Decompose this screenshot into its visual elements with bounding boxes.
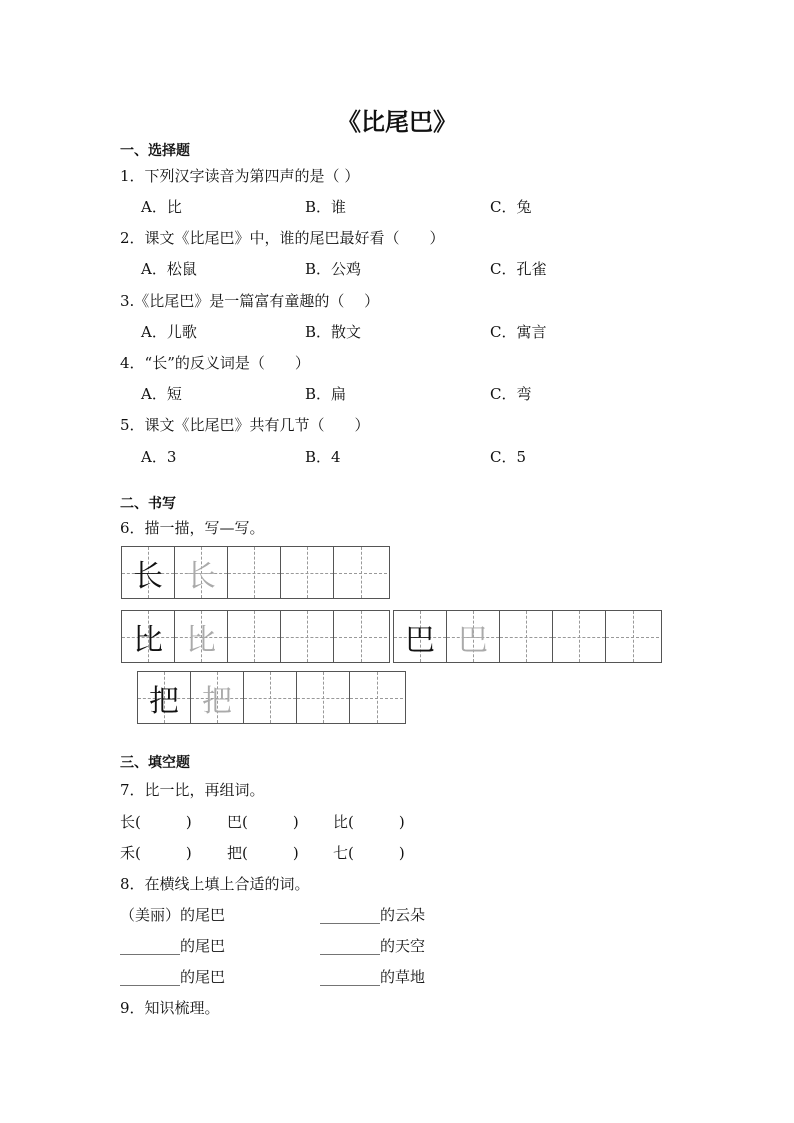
question-1-option-a[interactable]: A．比 xyxy=(141,198,182,216)
section-heading-choice: 一、选择题 xyxy=(120,143,190,159)
model-character-bi: 比 xyxy=(133,622,163,658)
section-heading-fill: 三、填空题 xyxy=(120,755,190,771)
grid-cell[interactable] xyxy=(447,611,500,662)
compare-word-blank[interactable]: 比( ) xyxy=(333,813,405,831)
question-4-option-c[interactable]: C．弯 xyxy=(490,385,532,403)
fill-phrase-right[interactable]: ________的云朵 xyxy=(320,906,426,924)
question-3-stem: 3.《比尾巴》是一篇富有童趣的（ ） xyxy=(120,292,380,310)
grid-cell[interactable] xyxy=(138,672,191,723)
writing-grid-ba[interactable] xyxy=(393,610,662,663)
grid-cell[interactable] xyxy=(244,672,297,723)
grid-cell[interactable] xyxy=(334,547,387,598)
trace-character-ba2: 把 xyxy=(202,683,232,719)
fill-phrase-right[interactable]: ________的天空 xyxy=(320,937,426,955)
question-2-option-b[interactable]: B．公鸡 xyxy=(305,260,362,278)
compare-word-blank[interactable]: 七( ) xyxy=(333,844,405,862)
question-5-option-c[interactable]: C．5 xyxy=(490,448,527,466)
trace-character-zhang: 长 xyxy=(186,558,216,594)
question-4-option-a[interactable]: A．短 xyxy=(141,385,182,403)
grid-cell[interactable] xyxy=(228,547,281,598)
grid-cell[interactable] xyxy=(191,672,244,723)
grid-cell[interactable] xyxy=(297,672,350,723)
grid-cell[interactable] xyxy=(500,611,553,662)
question-2-option-a[interactable]: A．松鼠 xyxy=(141,260,197,278)
grid-cell[interactable] xyxy=(606,611,659,662)
grid-cell[interactable] xyxy=(281,547,334,598)
page-title: 《比尾巴》 xyxy=(337,108,457,136)
writing-grid-bi[interactable] xyxy=(121,610,390,663)
question-5-option-b[interactable]: B．4 xyxy=(305,448,341,466)
compare-word-blank[interactable]: 长( ) xyxy=(120,813,192,831)
writing-grid-ba2[interactable] xyxy=(137,671,406,724)
fill-phrase-left[interactable]: ________的尾巴 xyxy=(120,968,226,986)
question-1-option-c[interactable]: C．兔 xyxy=(490,198,532,216)
question-9-stem: 9．知识梳理。 xyxy=(120,999,220,1017)
grid-cell[interactable] xyxy=(175,611,228,662)
question-7-stem: 7．比一比，再组词。 xyxy=(120,781,265,799)
model-character-ba: 巴 xyxy=(405,622,435,658)
grid-cell[interactable] xyxy=(175,547,228,598)
fill-phrase-left[interactable]: ________的尾巴 xyxy=(120,937,226,955)
question-1-option-b[interactable]: B．谁 xyxy=(305,198,347,216)
grid-cell[interactable] xyxy=(334,611,387,662)
grid-cell[interactable] xyxy=(122,611,175,662)
model-character-zhang: 长 xyxy=(133,558,163,594)
grid-cell[interactable] xyxy=(350,672,403,723)
grid-cell[interactable] xyxy=(281,611,334,662)
question-6-stem: 6．描一描，写—写。 xyxy=(120,519,265,537)
question-4-option-b[interactable]: B．扁 xyxy=(305,385,347,403)
question-3-option-c[interactable]: C．寓言 xyxy=(490,323,547,341)
trace-character-bi: 比 xyxy=(186,622,216,658)
grid-cell[interactable] xyxy=(553,611,606,662)
question-2-stem: 2．课文《比尾巴》中，谁的尾巴最好看（ ） xyxy=(120,229,445,247)
section-heading-writing: 二、书写 xyxy=(120,496,176,512)
model-character-ba2: 把 xyxy=(149,683,179,719)
fill-phrase-right[interactable]: ________的草地 xyxy=(320,968,426,986)
writing-grid-zhang[interactable] xyxy=(121,546,390,599)
fill-phrase-left[interactable]: （美丽）的尾巴 xyxy=(120,906,226,924)
question-4-stem: 4．“长”的反义词是（ ） xyxy=(120,354,310,372)
question-3-option-a[interactable]: A．儿歌 xyxy=(141,323,197,341)
question-3-option-b[interactable]: B．散文 xyxy=(305,323,362,341)
grid-cell[interactable] xyxy=(394,611,447,662)
question-8-stem: 8．在横线上填上合适的词。 xyxy=(120,875,310,893)
compare-word-blank[interactable]: 禾( ) xyxy=(120,844,192,862)
compare-word-blank[interactable]: 把( ) xyxy=(227,844,299,862)
question-2-option-c[interactable]: C．孔雀 xyxy=(490,260,547,278)
question-5-stem: 5．课文《比尾巴》共有几节（ ） xyxy=(120,416,370,434)
trace-character-ba: 巴 xyxy=(458,622,488,658)
compare-word-blank[interactable]: 巴( ) xyxy=(227,813,299,831)
grid-cell[interactable] xyxy=(228,611,281,662)
question-5-option-a[interactable]: A．3 xyxy=(141,448,177,466)
question-1-stem: 1．下列汉字读音为第四声的是（ ） xyxy=(120,167,360,185)
grid-cell[interactable] xyxy=(122,547,175,598)
